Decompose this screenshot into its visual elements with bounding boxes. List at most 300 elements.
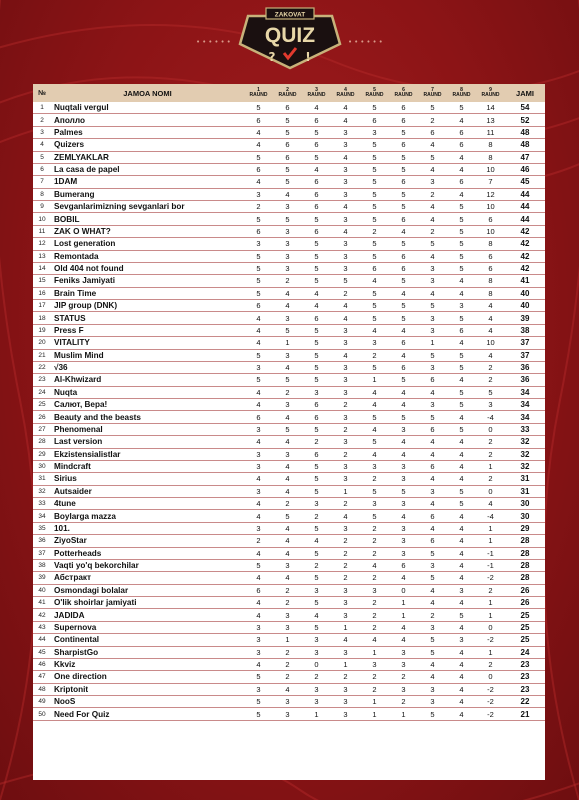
round-score-3: 5: [302, 621, 331, 633]
round-score-8: 5: [447, 213, 476, 225]
round-score-1: 2: [244, 535, 273, 547]
round-score-2: 3: [273, 262, 302, 274]
table-row: [33, 498, 545, 510]
round-score-1: 4: [244, 324, 273, 336]
round-score-6: 4: [389, 436, 418, 448]
round-score-1: 3: [244, 361, 273, 373]
round-score-1: 3: [244, 634, 273, 646]
total-score: 36: [505, 361, 545, 373]
round-score-5: 2: [360, 547, 389, 559]
team-name: Supernova: [51, 621, 244, 633]
round-score-8: 5: [447, 423, 476, 435]
round-score-6: 1: [389, 609, 418, 621]
total-score: 40: [505, 300, 545, 312]
total-score: 47: [505, 151, 545, 163]
round-score-4: 3: [331, 473, 360, 485]
round-score-2: 3: [273, 708, 302, 720]
team-name: Palmes: [51, 126, 244, 138]
table-row: [33, 126, 545, 138]
round-score-8: 4: [447, 535, 476, 547]
round-score-2: 2: [273, 498, 302, 510]
round-score-7: 5: [418, 634, 447, 646]
header-round-label: RAUND: [278, 92, 297, 98]
team-name: NooS: [51, 696, 244, 708]
round-score-5: 6: [360, 262, 389, 274]
round-score-4: 3: [331, 696, 360, 708]
table-row: [33, 374, 545, 386]
round-score-4: 3: [331, 374, 360, 386]
round-score-4: 4: [331, 102, 360, 114]
round-score-7: 3: [418, 176, 447, 188]
team-name: 101.: [51, 522, 244, 534]
round-score-9: -4: [476, 411, 505, 423]
table-row: [33, 671, 545, 683]
table-row: [33, 386, 545, 398]
total-score: 38: [505, 324, 545, 336]
round-score-4: 3: [331, 609, 360, 621]
round-score-2: 5: [273, 324, 302, 336]
round-score-3: 3: [302, 634, 331, 646]
round-score-8: 5: [447, 102, 476, 114]
round-score-6: 5: [389, 151, 418, 163]
header-round-7: [418, 84, 447, 102]
table-row: [33, 559, 545, 571]
round-score-7: 4: [418, 201, 447, 213]
round-score-5: 4: [360, 559, 389, 571]
round-score-8: 5: [447, 609, 476, 621]
table-row: [33, 250, 545, 262]
round-score-2: 4: [273, 473, 302, 485]
round-score-8: 5: [447, 498, 476, 510]
round-score-9: 0: [476, 485, 505, 497]
header-round-number: 7: [431, 86, 434, 93]
round-score-3: 6: [302, 114, 331, 126]
row-number: 22: [33, 361, 51, 373]
round-score-1: 3: [244, 621, 273, 633]
round-score-2: 2: [273, 584, 302, 596]
round-score-8: 4: [447, 559, 476, 571]
table-row: [33, 238, 545, 250]
row-number: 45: [33, 646, 51, 658]
round-score-4: 3: [331, 646, 360, 658]
total-score: 37: [505, 337, 545, 349]
round-score-8: 3: [447, 300, 476, 312]
round-score-9: 8: [476, 275, 505, 287]
header-round-label: RAUND: [423, 92, 442, 98]
table-row: [33, 225, 545, 237]
round-score-2: 3: [273, 238, 302, 250]
round-score-3: 5: [302, 262, 331, 274]
round-score-2: 5: [273, 374, 302, 386]
round-score-8: 5: [447, 485, 476, 497]
team-name: ZiyoStar: [51, 535, 244, 547]
round-score-6: 2: [389, 696, 418, 708]
round-score-6: 3: [389, 646, 418, 658]
round-score-4: 3: [331, 386, 360, 398]
round-score-1: 5: [244, 262, 273, 274]
round-score-9: 13: [476, 114, 505, 126]
round-score-2: 5: [273, 114, 302, 126]
quiz-logo: [236, 6, 344, 80]
header-round-5: [360, 84, 389, 102]
table-row: [33, 102, 545, 114]
team-name: Sirius: [51, 473, 244, 485]
total-score: 39: [505, 312, 545, 324]
round-score-3: 5: [302, 460, 331, 472]
round-score-3: 5: [302, 213, 331, 225]
team-name: Old 404 not found: [51, 262, 244, 274]
table-row: [33, 572, 545, 584]
table-row: [33, 634, 545, 646]
team-name: Need For Quiz: [51, 708, 244, 720]
team-name: Brain Time: [51, 287, 244, 299]
round-score-9: -2: [476, 634, 505, 646]
round-score-2: 4: [273, 460, 302, 472]
round-score-4: 3: [331, 411, 360, 423]
round-score-9: 3: [476, 399, 505, 411]
round-score-7: 4: [418, 436, 447, 448]
round-score-6: 1: [389, 597, 418, 609]
round-score-7: 5: [418, 572, 447, 584]
round-score-1: 5: [244, 708, 273, 720]
round-score-5: 2: [360, 522, 389, 534]
round-score-2: 3: [273, 448, 302, 460]
round-score-4: 2: [331, 535, 360, 547]
round-score-2: 3: [273, 201, 302, 213]
round-score-6: 5: [389, 188, 418, 200]
total-score: 42: [505, 225, 545, 237]
round-score-5: 5: [360, 300, 389, 312]
round-score-2: 2: [273, 671, 302, 683]
total-score: 24: [505, 646, 545, 658]
row-number: 36: [33, 535, 51, 547]
round-score-6: 4: [389, 399, 418, 411]
round-score-6: 4: [389, 349, 418, 361]
table-row: [33, 188, 545, 200]
header-round-6: [389, 84, 418, 102]
round-score-9: 1: [476, 522, 505, 534]
table-row: [33, 436, 545, 448]
round-score-3: 3: [302, 696, 331, 708]
round-score-1: 5: [244, 559, 273, 571]
round-score-1: 3: [244, 448, 273, 460]
round-score-3: 2: [302, 559, 331, 571]
round-score-8: 4: [447, 708, 476, 720]
total-score: 45: [505, 176, 545, 188]
round-score-2: 5: [273, 126, 302, 138]
table-row: [33, 423, 545, 435]
round-score-4: 1: [331, 621, 360, 633]
row-number: 8: [33, 188, 51, 200]
round-score-5: 5: [360, 163, 389, 175]
header-round-number: 4: [344, 86, 347, 93]
round-score-9: 8: [476, 287, 505, 299]
header-round-number: 1: [257, 86, 260, 93]
round-score-9: 8: [476, 238, 505, 250]
round-score-4: 3: [331, 460, 360, 472]
round-score-6: 6: [389, 213, 418, 225]
round-score-1: 4: [244, 609, 273, 621]
team-name: Quizers: [51, 139, 244, 151]
round-score-8: 5: [447, 250, 476, 262]
round-score-7: 4: [418, 498, 447, 510]
round-score-8: 4: [447, 597, 476, 609]
round-score-8: 5: [447, 349, 476, 361]
round-score-9: -4: [476, 510, 505, 522]
round-score-6: 0: [389, 584, 418, 596]
round-score-7: 6: [418, 374, 447, 386]
round-score-6: 6: [389, 102, 418, 114]
team-name: Press F: [51, 324, 244, 336]
header-round-9: [476, 84, 505, 102]
round-score-6: 5: [389, 201, 418, 213]
row-number: 16: [33, 287, 51, 299]
team-name: Kriptonit: [51, 683, 244, 695]
table-row: [33, 621, 545, 633]
round-score-6: 3: [389, 423, 418, 435]
round-score-9: 1: [476, 597, 505, 609]
round-score-9: 2: [476, 361, 505, 373]
round-score-3: 5: [302, 485, 331, 497]
round-score-4: 3: [331, 436, 360, 448]
total-score: 34: [505, 411, 545, 423]
round-score-5: 3: [360, 658, 389, 670]
team-name: One direction: [51, 671, 244, 683]
team-name: BOBIL: [51, 213, 244, 225]
round-score-8: 4: [447, 448, 476, 460]
round-score-9: 2: [476, 374, 505, 386]
row-number: 26: [33, 411, 51, 423]
total-score: 31: [505, 485, 545, 497]
round-score-2: 5: [273, 176, 302, 188]
round-score-7: 5: [418, 238, 447, 250]
round-score-7: 4: [418, 522, 447, 534]
total-score: 41: [505, 275, 545, 287]
team-name: Kkviz: [51, 658, 244, 670]
round-score-4: 2: [331, 498, 360, 510]
round-score-3: 1: [302, 708, 331, 720]
header-round-label: RAUND: [307, 92, 326, 98]
round-score-2: 3: [273, 225, 302, 237]
round-score-3: 5: [302, 151, 331, 163]
round-score-4: 3: [331, 708, 360, 720]
row-number: 47: [33, 671, 51, 683]
round-score-2: 4: [273, 361, 302, 373]
total-score: 32: [505, 436, 545, 448]
round-score-6: 5: [389, 238, 418, 250]
round-score-3: 5: [302, 250, 331, 262]
round-score-1: 4: [244, 572, 273, 584]
round-score-5: 2: [360, 473, 389, 485]
round-score-8: 4: [447, 287, 476, 299]
table-row: [33, 349, 545, 361]
round-score-4: 1: [331, 485, 360, 497]
round-score-3: 5: [302, 126, 331, 138]
round-score-3: 0: [302, 658, 331, 670]
results-table: [33, 84, 545, 721]
round-score-5: 3: [360, 498, 389, 510]
round-score-6: 6: [389, 337, 418, 349]
round-score-7: 4: [418, 671, 447, 683]
table-row: [33, 683, 545, 695]
round-score-5: 2: [360, 535, 389, 547]
round-score-3: 2: [302, 671, 331, 683]
round-score-3: 5: [302, 238, 331, 250]
round-score-2: 6: [273, 102, 302, 114]
round-score-6: 3: [389, 522, 418, 534]
round-score-5: 1: [360, 708, 389, 720]
decor-dots-right: ••••••: [348, 38, 385, 46]
round-score-1: 6: [244, 300, 273, 312]
logo-top-text: ZAKOVAT: [274, 11, 306, 19]
round-score-6: 5: [389, 485, 418, 497]
header-total: JAMI: [505, 84, 545, 102]
round-score-9: 4: [476, 312, 505, 324]
round-score-9: -1: [476, 559, 505, 571]
round-score-3: 4: [302, 300, 331, 312]
round-score-8: 5: [447, 361, 476, 373]
round-score-6: 4: [389, 324, 418, 336]
round-score-2: 5: [273, 213, 302, 225]
total-score: 37: [505, 349, 545, 361]
round-score-5: 3: [360, 337, 389, 349]
round-score-5: 2: [360, 621, 389, 633]
round-score-3: 5: [302, 473, 331, 485]
round-score-4: 2: [331, 448, 360, 460]
round-score-9: 1: [476, 535, 505, 547]
round-score-3: 5: [302, 324, 331, 336]
round-score-6: 3: [389, 683, 418, 695]
round-score-3: 6: [302, 399, 331, 411]
round-score-7: 5: [418, 102, 447, 114]
round-score-4: 2: [331, 287, 360, 299]
round-score-6: 4: [389, 572, 418, 584]
team-name: Phenomenal: [51, 423, 244, 435]
round-score-6: 4: [389, 386, 418, 398]
team-name: Bumerang: [51, 188, 244, 200]
results-table-card: [33, 84, 545, 780]
row-number: 21: [33, 349, 51, 361]
round-score-4: 3: [331, 176, 360, 188]
table-row: [33, 658, 545, 670]
round-score-7: 4: [418, 584, 447, 596]
team-name: Салют, Вера!: [51, 399, 244, 411]
total-score: 30: [505, 498, 545, 510]
round-score-4: 4: [331, 151, 360, 163]
round-score-5: 4: [360, 275, 389, 287]
round-score-7: 5: [418, 151, 447, 163]
round-score-9: 4: [476, 324, 505, 336]
round-score-1: 6: [244, 114, 273, 126]
round-score-9: 0: [476, 671, 505, 683]
round-score-3: 2: [302, 510, 331, 522]
round-score-8: 4: [447, 646, 476, 658]
row-number: 34: [33, 510, 51, 522]
team-name: Remontada: [51, 250, 244, 262]
total-score: 54: [505, 102, 545, 114]
table-row: [33, 300, 545, 312]
team-name: Аполло: [51, 114, 244, 126]
total-score: 48: [505, 126, 545, 138]
row-number: 12: [33, 238, 51, 250]
round-score-6: 4: [389, 634, 418, 646]
row-number: 41: [33, 597, 51, 609]
table-row: [33, 522, 545, 534]
round-score-4: 1: [331, 658, 360, 670]
round-score-5: 5: [360, 510, 389, 522]
round-score-7: 2: [418, 609, 447, 621]
round-score-2: 1: [273, 634, 302, 646]
total-score: 28: [505, 535, 545, 547]
round-score-7: 3: [418, 324, 447, 336]
round-score-1: 4: [244, 399, 273, 411]
round-score-9: 14: [476, 102, 505, 114]
table-row: [33, 312, 545, 324]
round-score-5: 4: [360, 386, 389, 398]
total-score: 26: [505, 597, 545, 609]
table-row: [33, 176, 545, 188]
round-score-6: 3: [389, 498, 418, 510]
round-score-6: 6: [389, 361, 418, 373]
round-score-1: 3: [244, 485, 273, 497]
header-round-label: RAUND: [249, 92, 268, 98]
round-score-6: 6: [389, 559, 418, 571]
table-row: [33, 584, 545, 596]
round-score-5: 5: [360, 151, 389, 163]
total-score: 42: [505, 250, 545, 262]
round-score-2: 3: [273, 621, 302, 633]
row-number: 3: [33, 126, 51, 138]
round-score-4: 3: [331, 188, 360, 200]
total-score: 30: [505, 510, 545, 522]
team-name: STATUS: [51, 312, 244, 324]
round-score-8: 4: [447, 547, 476, 559]
row-number: 6: [33, 163, 51, 175]
round-score-5: 3: [360, 126, 389, 138]
round-score-9: 2: [476, 448, 505, 460]
round-score-4: 4: [331, 114, 360, 126]
round-score-7: 3: [418, 312, 447, 324]
round-score-9: 10: [476, 163, 505, 175]
round-score-7: 4: [418, 658, 447, 670]
round-score-6: 1: [389, 708, 418, 720]
round-score-8: 4: [447, 658, 476, 670]
table-row: [33, 609, 545, 621]
round-score-3: 5: [302, 597, 331, 609]
round-score-4: 3: [331, 139, 360, 151]
round-score-3: 5: [302, 361, 331, 373]
round-score-8: 5: [447, 238, 476, 250]
row-number: 27: [33, 423, 51, 435]
round-score-6: 3: [389, 547, 418, 559]
round-score-3: 6: [302, 312, 331, 324]
round-score-7: 5: [418, 547, 447, 559]
team-name: JIP group (DNK): [51, 300, 244, 312]
round-score-5: 5: [360, 213, 389, 225]
round-score-5: 2: [360, 683, 389, 695]
round-score-3: 5: [302, 572, 331, 584]
round-score-7: 5: [418, 300, 447, 312]
row-number: 2: [33, 114, 51, 126]
round-score-6: 4: [389, 510, 418, 522]
round-score-4: 2: [331, 547, 360, 559]
round-score-3: 4: [302, 287, 331, 299]
round-score-7: 3: [418, 485, 447, 497]
round-score-1: 4: [244, 436, 273, 448]
round-score-2: 6: [273, 139, 302, 151]
round-score-5: 5: [360, 361, 389, 373]
row-number: 50: [33, 708, 51, 720]
